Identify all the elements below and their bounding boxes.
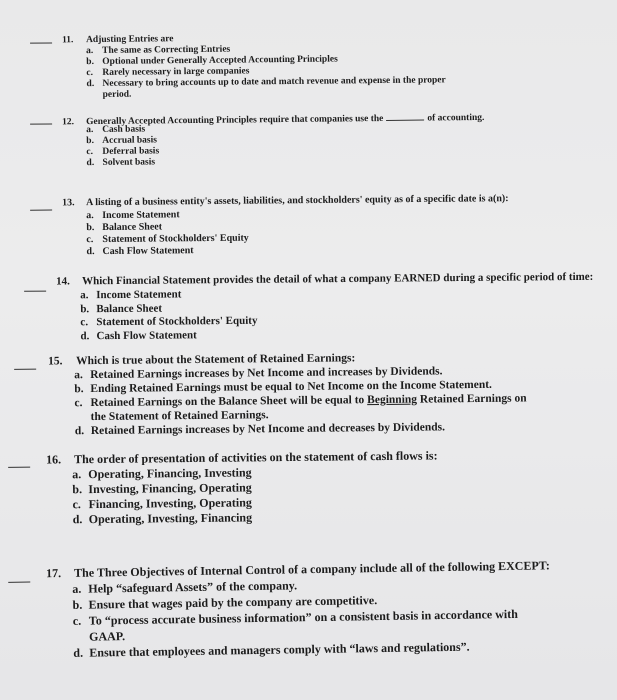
- option-b[interactable]: b. Investing, Financing, Operating: [72, 480, 252, 497]
- option-c[interactable]: c. Statement of Stockholders' Equity: [80, 314, 258, 329]
- option-b[interactable]: b. Accrual basis: [86, 135, 157, 147]
- question-11: [0, 30, 617, 100]
- option-d[interactable]: d. Ensure that employees and managers comply with “laws and regulations”.: [73, 639, 470, 660]
- question-13: [0, 192, 617, 258]
- option-a[interactable]: a. The same as Correcting Entries: [86, 44, 231, 57]
- question-12: [0, 108, 617, 169]
- option-b[interactable]: b. Balance Sheet: [80, 302, 163, 315]
- option-c[interactable]: c. Financing, Investing, Operating: [72, 495, 252, 512]
- option-d[interactable]: d. Retained Earnings increases by Net Income and decreases by Dividends.: [74, 421, 446, 438]
- option-c[interactable]: c. Retained Earnings on the Balance Sheet will be equal to Beginning Retained Earnings on the Statement of Retained Earnings.: [74, 392, 527, 424]
- answer-blank[interactable]: [24, 291, 46, 292]
- answer-blank[interactable]: [30, 123, 52, 124]
- option-a[interactable]: a. Income Statement: [80, 288, 182, 302]
- options-list: [86, 209, 249, 259]
- option-a[interactable]: a. Help “safeguard Assets” of the company.: [72, 578, 298, 596]
- question-stem: 15. Which is true about the Statement of Retained Earnings:: [48, 352, 356, 368]
- option-b[interactable]: b. Ending Retained Earnings must be equal to Net Income on the Income Statement.: [74, 378, 492, 396]
- option-d[interactable]: d. Operating, Investing, Financing: [72, 510, 253, 527]
- question-stem: 16. The order of presentation of activities on the statement of cash flows is:: [45, 448, 438, 467]
- option-a[interactable]: a. Retained Earnings increases by Net Income and increases by Dividends.: [74, 365, 443, 382]
- answer-blank[interactable]: [30, 42, 52, 43]
- question-stem: 17. The Three Objectives of Internal Control of a company include all of the following EXCEPT:: [46, 558, 550, 581]
- options-list: [72, 465, 252, 527]
- option-d[interactable]: d. Cash Flow Statement: [80, 328, 197, 342]
- answer-blank[interactable]: [30, 210, 52, 211]
- option-a[interactable]: a. Income Statement: [86, 209, 180, 222]
- question-17: [0, 556, 617, 660]
- option-c[interactable]: c. Statement of Stockholders' Equity: [86, 232, 249, 246]
- question-15: [0, 349, 617, 438]
- question-14: [0, 270, 617, 342]
- answer-blank[interactable]: [8, 467, 30, 468]
- option-a[interactable]: a. Operating, Financing, Investing: [72, 465, 252, 482]
- question-stem: 13. A listing of a business entity's assets, liabilities, and stockholders' equity as of a specific date is a(n):: [61, 193, 509, 209]
- option-d[interactable]: d. Necessary to bring accounts up to date and match revenue and expense in the proper period.: [86, 75, 446, 100]
- options-list: [80, 288, 257, 344]
- options-list: [74, 363, 527, 438]
- option-b[interactable]: b. Balance Sheet: [86, 221, 163, 234]
- fill-in-blank[interactable]: [386, 110, 424, 121]
- option-d[interactable]: d. Solvent basis: [86, 157, 156, 169]
- option-b[interactable]: b. Ensure that wages paid by the company are competitive.: [72, 593, 378, 612]
- option-c[interactable]: c. Deferral basis: [86, 146, 160, 158]
- option-a[interactable]: a. Cash basis: [86, 124, 146, 136]
- options-list: [72, 574, 518, 661]
- answer-blank[interactable]: [8, 582, 30, 583]
- option-d[interactable]: d. Cash Flow Statement: [86, 245, 194, 258]
- question-stem: 11. Adjusting Entries are: [61, 34, 174, 46]
- options-list: [86, 42, 446, 101]
- question-stem: 12. Generally Accepted Accounting Principles require that companies use the of accounting.: [62, 109, 484, 128]
- option-c[interactable]: c. Rarely necessary in large companies: [86, 66, 250, 79]
- question-stem: 14. Which Financial Statement provides the detail of what a company EARNED during a specific period of time:: [55, 270, 594, 288]
- option-b[interactable]: b. Optional under Generally Accepted Accounting Principles: [86, 54, 338, 68]
- question-16: [0, 447, 617, 527]
- option-c[interactable]: c. To “process accurate business information” on a consistent basis in accordance with GAAP.: [72, 606, 518, 644]
- options-list: [86, 124, 159, 169]
- answer-blank[interactable]: [14, 369, 36, 370]
